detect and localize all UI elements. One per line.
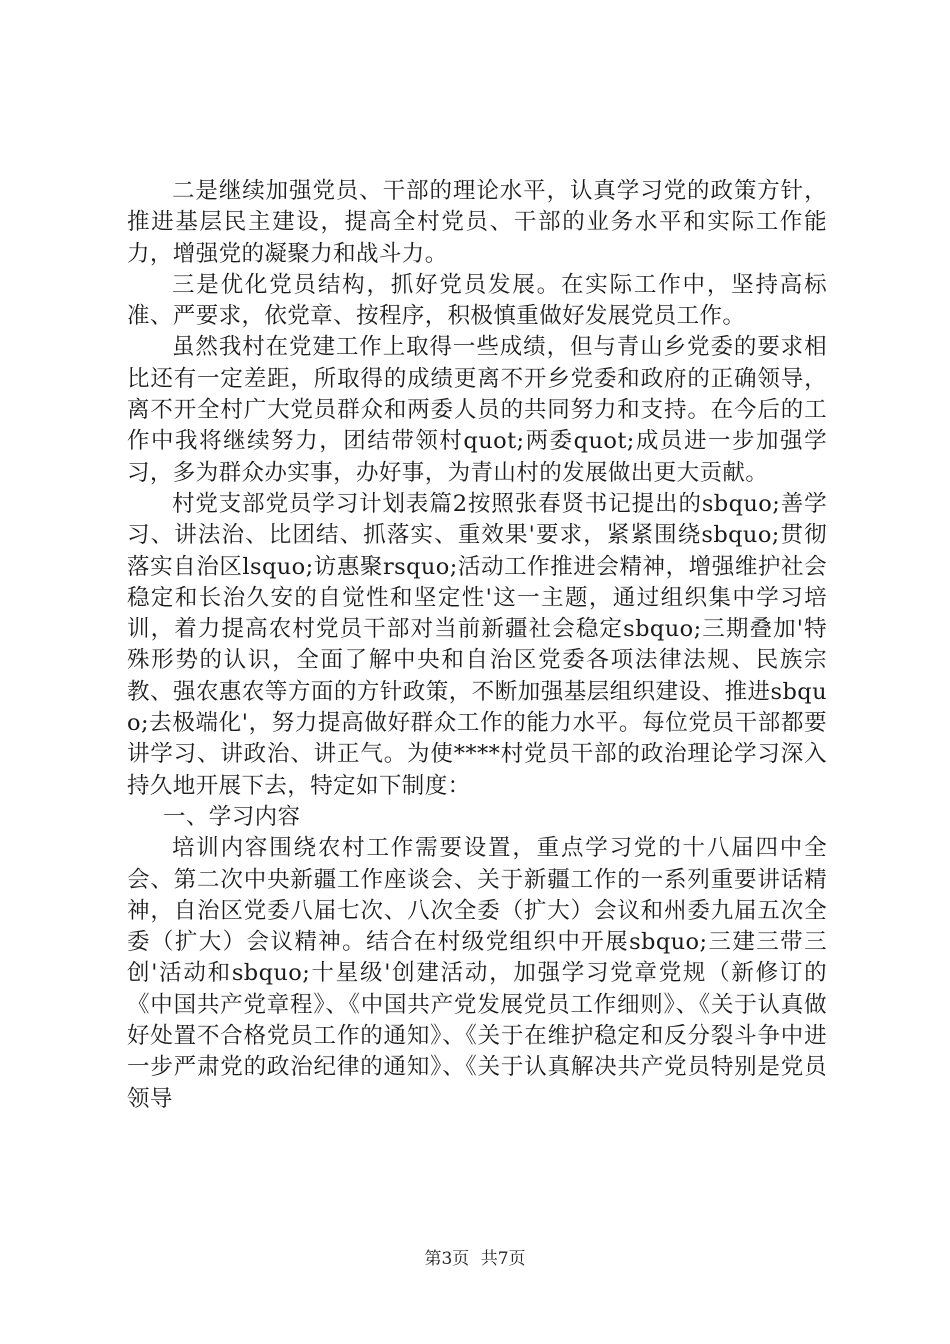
paragraph-training-content: 培训内容围绕农村工作需要设置，重点学习党的十八届四中全会、第二次中央新疆工作座谈会、关于新疆工作的一系列重要讲话精神，自治区党委八届七次、八次全委（扩大）会议和州委九届五次全委（扩大）会议精神。结合在村级党组织中开展sbquo;三建三带三创'活动和sbquo;十星级'创建活动，加强学习党章党规（新修订的《中国共产党章程》、《中国共产党发展党员工作细则》、《关于认真做好处置不合格党员工作的通知》、《关于在维护稳定和反分裂斗争中进一步严肃党的政治纪律的通知》、《关于认真解决共产党员特别是党员领导 (127, 835, 827, 1112)
section-heading-study-content: 一、学习内容 (163, 803, 301, 830)
paragraph-study-plan-intro: 村党支部党员学习计划表篇2按照张春贤书记提出的sbquo;善学习、讲法治、比团结、抓落实、重效果'要求，紧紧围绕sbquo;贯彻落实自治区lsquo;访惠聚rsquo;活动工作推进会精神，增强维护社会稳定和长治久安的自觉性和坚定性'这一主题，通过组织集中学习培训，着力提高农村党员干部对当前新疆社会稳定sbquo;三期叠加'特殊形势的认识，全面了解中央和自治区党委各项法律法规、民族宗教、强农惠农等方面的方针政策，不断加强基层组织建设、推进sbquo;去极端化'，努力提高做好群众工作的能力水平。每位党员干部都要讲学习、讲政治、讲正气。为使****村党员干部的政治理论学习深入持久地开展下去，特定如下制度： (127, 490, 827, 799)
paragraph-member-structure: 三是优化党员结构，抓好党员发展。在实际工作中，坚持高标准、严要求，依党章、按程序，积极慎重做好发展党员工作。 (127, 271, 827, 330)
paragraph-achievements: 虽然我村在党建工作上取得一些成绩，但与青山乡党委的要求相比还有一定差距，所取得的成绩更离不开乡党委和政府的正确领导，离不开全村广大党员群众和两委人员的共同努力和支持。在今后的工作中我将继续努力，团结带领村quot;两委quot;成员进一步加强学习，多为群众办实事，办好事，为青山村的发展做出更大贡献。 (127, 334, 827, 486)
page-footer (0, 1248, 950, 1270)
page-total: 共7页 (480, 1249, 526, 1269)
page-number: 第3页 (424, 1249, 470, 1269)
paragraph-theory-level: 二是继续加强党员、干部的理论水平，认真学习党的政策方针，推进基层民主建设，提高全村党员、干部的业务水平和实际工作能力，增强党的凝聚力和战斗力。 (127, 178, 827, 267)
document-body (127, 176, 827, 1115)
